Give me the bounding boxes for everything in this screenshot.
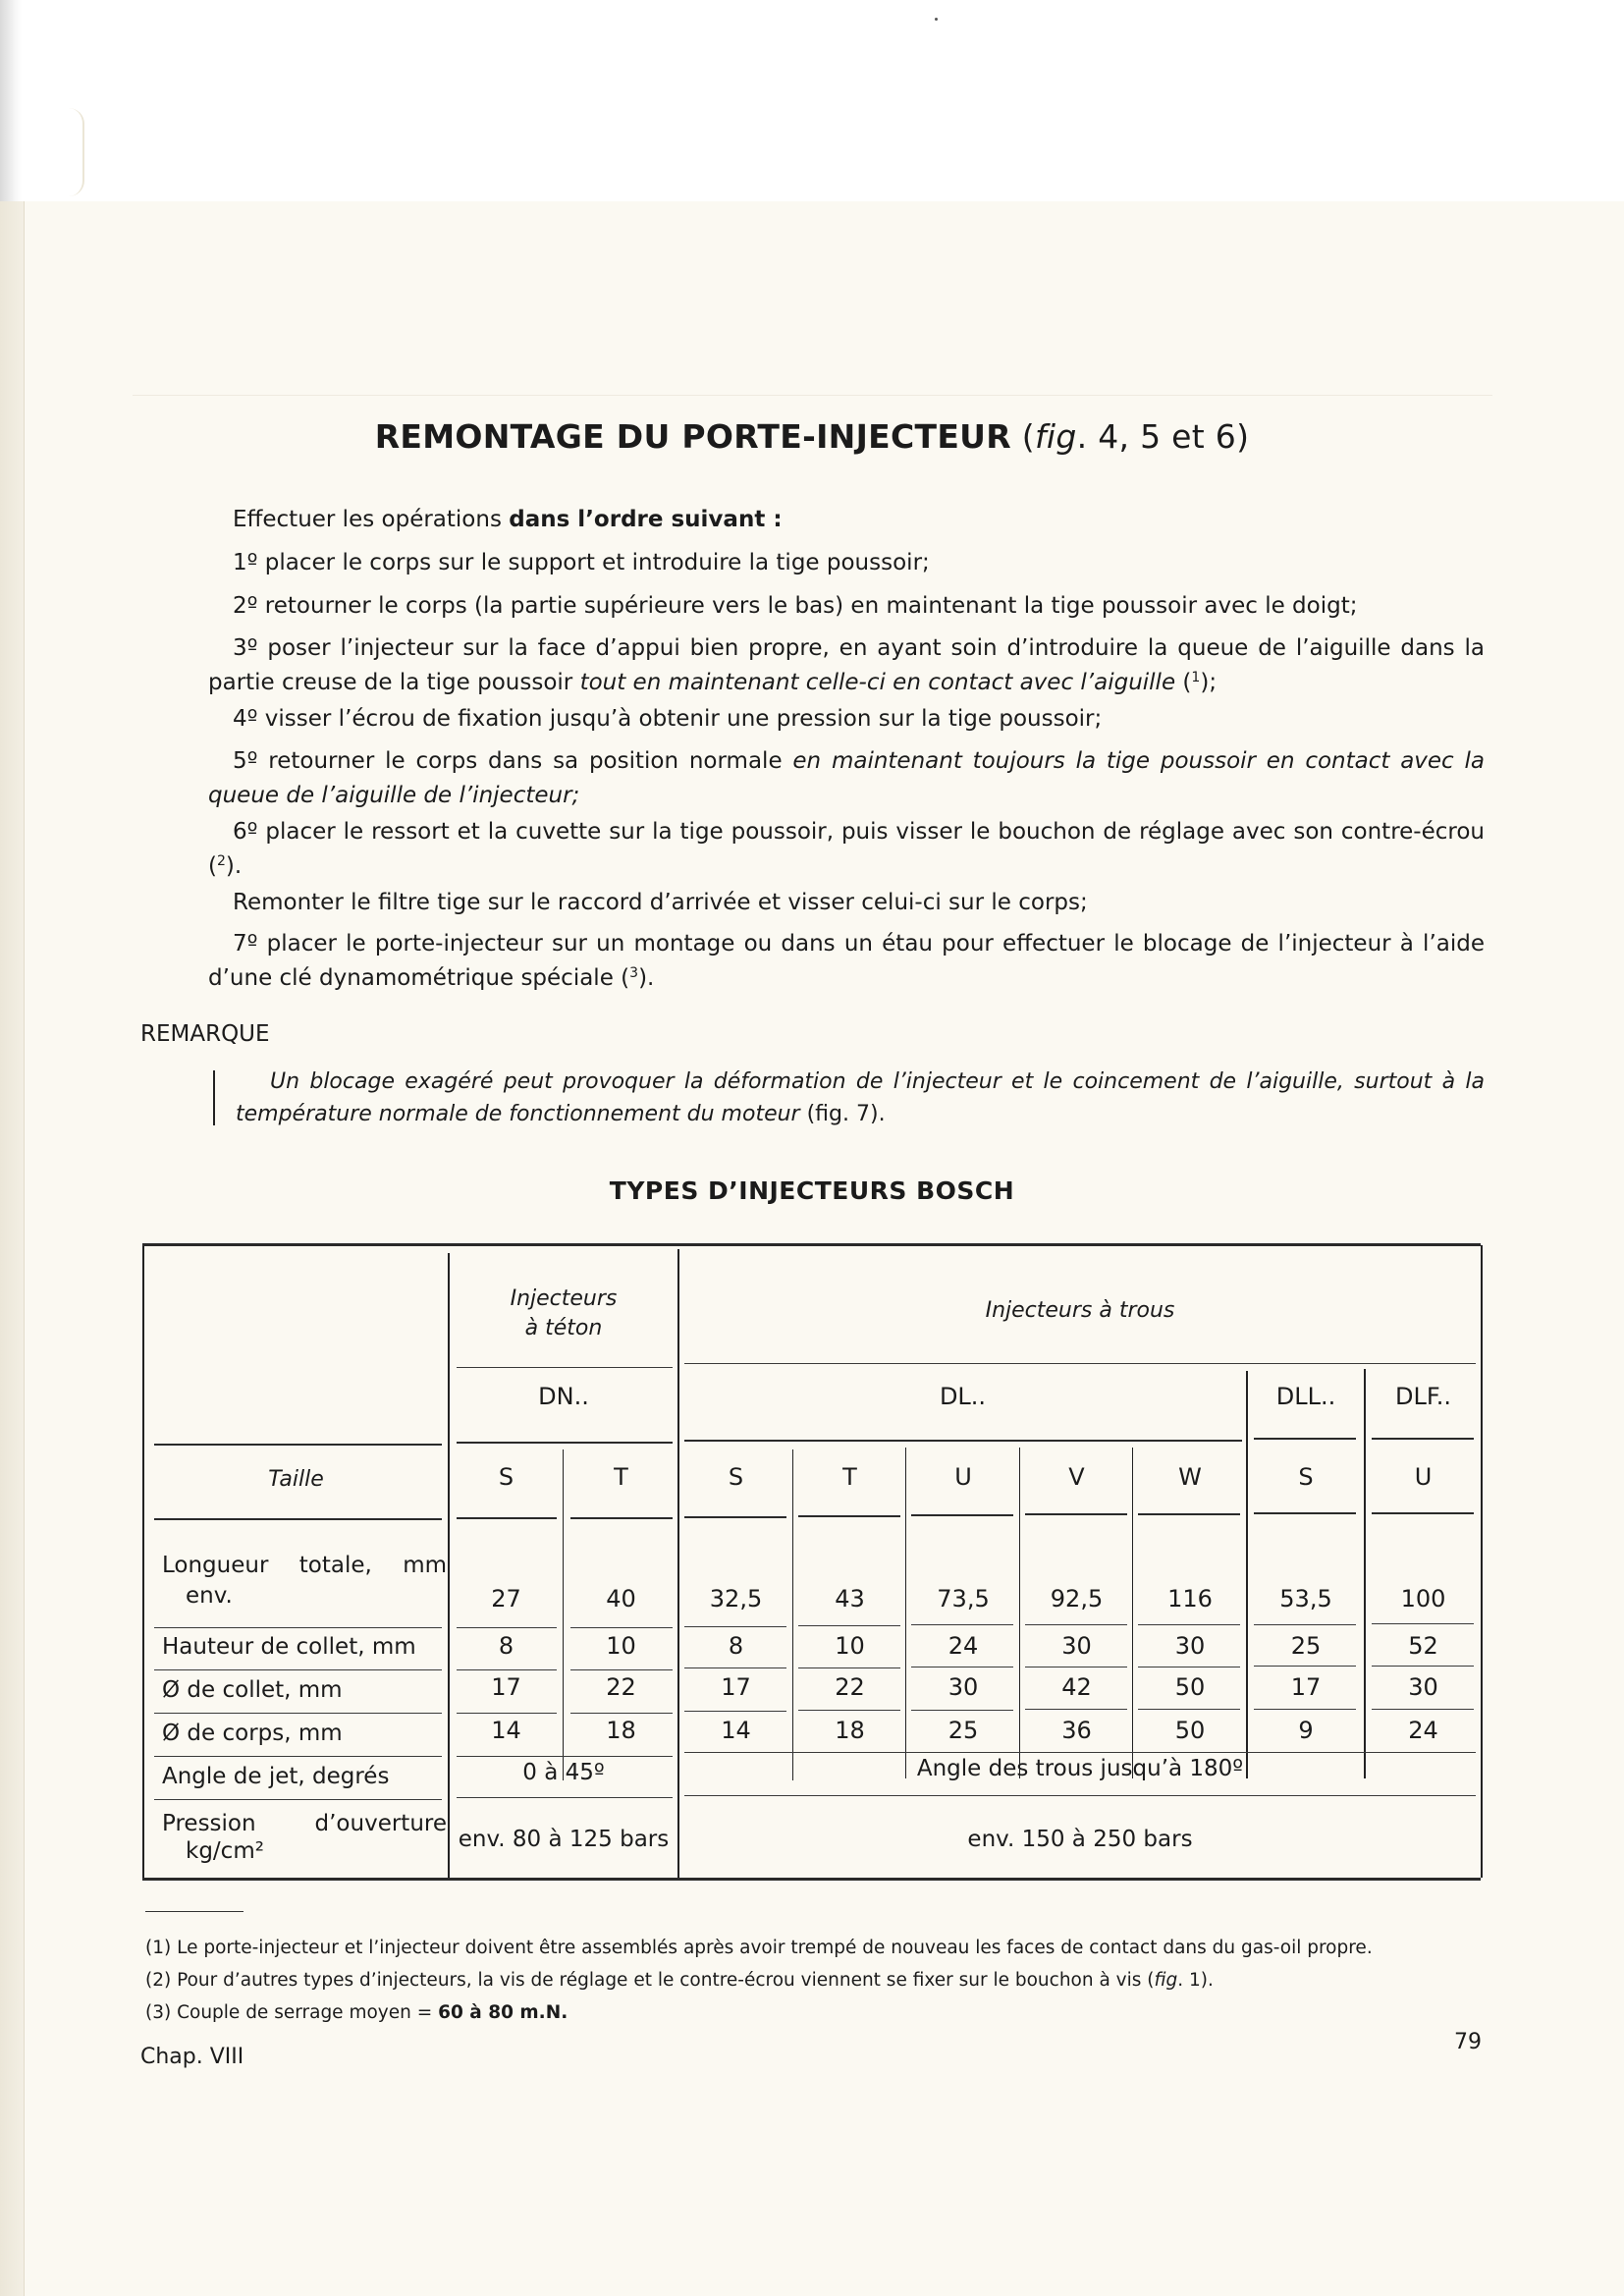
cell: 17 — [1290, 1673, 1322, 1701]
divider-dl-u-v — [1019, 1448, 1020, 1778]
row-label-longueur-env: env. — [186, 1583, 233, 1609]
step-5: 5º retourner le corps dans sa position normale en maintenant toujours la tige poussoir en contact avec la queue de l’aiguille de l’injecteur; — [208, 748, 1485, 808]
speck — [935, 18, 938, 21]
rule — [1372, 1512, 1474, 1514]
rule — [1372, 1623, 1474, 1624]
rule — [684, 1752, 1476, 1753]
rule — [457, 1627, 557, 1628]
family-dlf: DLF.. — [1394, 1383, 1452, 1410]
rule — [1138, 1513, 1240, 1515]
divider-dn-s-t — [563, 1449, 564, 1780]
rule — [457, 1669, 557, 1670]
cell: 53,5 — [1279, 1585, 1332, 1613]
row-label-hauteur: Hauteur de collet, mm — [162, 1634, 416, 1660]
cell: 8 — [728, 1632, 744, 1660]
rule — [684, 1440, 1242, 1442]
cell: 43 — [835, 1585, 865, 1613]
cell: 8 — [498, 1632, 514, 1660]
rule — [1254, 1624, 1356, 1625]
size-label: Taille — [268, 1467, 324, 1492]
remark-text: Un blocage exagéré peut provoquer la déformation de l’injecteur et le coincement de l’aiguille, surtout à la température normale de fonctionnement du moteur (fig. 7). — [236, 1069, 1485, 1126]
footnote-2: (2) Pour d’autres types d’injecteurs, la vis de réglage et le contre-écrou viennent se fixer sur le bouchon à vis (fig. 1). — [145, 1970, 1214, 1991]
rule — [457, 1797, 673, 1798]
cell: 17 — [721, 1673, 751, 1701]
rule — [798, 1710, 900, 1711]
section-title-figref: (fig. 4, 5 et 6) — [1021, 417, 1250, 456]
cell: 14 — [491, 1717, 521, 1744]
table-top-border — [142, 1243, 1481, 1246]
rule — [154, 1518, 442, 1520]
cell: 92,5 — [1050, 1585, 1104, 1613]
step-filter: Remonter le filtre tige sur le raccord d’arrivée et visser celui-ci sur le corps; — [233, 890, 1088, 915]
cell: 25 — [947, 1717, 979, 1744]
cell: 100 — [1400, 1585, 1446, 1613]
rule — [798, 1625, 900, 1626]
cell: 9 — [1298, 1717, 1314, 1744]
rule — [684, 1711, 786, 1712]
page-number: 79 — [1454, 2030, 1482, 2054]
cell: 42 — [1061, 1673, 1092, 1701]
cell: 32,5 — [709, 1585, 763, 1613]
rule — [1372, 1438, 1474, 1440]
rule — [457, 1713, 557, 1714]
rule — [798, 1515, 900, 1517]
rule — [570, 1517, 673, 1519]
cell: 22 — [606, 1673, 636, 1701]
row-label-pression-unit: kg/cm² — [186, 1838, 264, 1864]
table-bottom-border — [142, 1878, 1481, 1881]
scan-shadow — [0, 0, 22, 201]
cell: 10 — [606, 1632, 636, 1660]
cell: 30 — [947, 1673, 979, 1701]
header-injecteurs-teton: Injecteurs à téton — [510, 1286, 618, 1340]
scan-margin-top — [0, 0, 1624, 201]
family-dn: DN.. — [538, 1383, 589, 1410]
size-dl-u: U — [954, 1463, 972, 1491]
rule — [684, 1795, 1476, 1796]
cell: 52 — [1408, 1632, 1438, 1660]
cell: 24 — [1408, 1717, 1438, 1744]
cell: 40 — [606, 1585, 636, 1613]
row-label-diam-collet: Ø de collet, mm — [162, 1677, 343, 1703]
cell: 30 — [1408, 1673, 1438, 1701]
cell: 30 — [1061, 1632, 1092, 1660]
rule — [911, 1710, 1013, 1711]
pression-teton-value: env. 80 à 125 bars — [458, 1827, 670, 1852]
cell: 18 — [835, 1717, 865, 1744]
cell: 14 — [721, 1717, 751, 1744]
rule — [154, 1799, 442, 1800]
size-dn-t: T — [614, 1463, 628, 1491]
rule — [684, 1626, 786, 1627]
size-dll-s: S — [1298, 1463, 1314, 1491]
cell: 116 — [1167, 1585, 1213, 1613]
size-dl-v: V — [1068, 1463, 1085, 1491]
rule — [154, 1444, 442, 1446]
rule — [684, 1667, 786, 1668]
angle-teton-value: 0 à 45º — [522, 1760, 605, 1785]
size-dlf-u: U — [1414, 1463, 1433, 1491]
cell: 73,5 — [937, 1585, 990, 1613]
rule — [684, 1363, 1476, 1364]
rule — [911, 1624, 1013, 1625]
rule — [1254, 1438, 1356, 1440]
rule — [1025, 1624, 1127, 1625]
cell: 36 — [1061, 1717, 1092, 1744]
rule — [911, 1514, 1013, 1516]
step-4: 4º visser l’écrou de fixation jusqu’à obtenir une pression sur la tige poussoir; — [233, 706, 1103, 732]
table-title: TYPES D’INJECTEURS BOSCH — [609, 1176, 1015, 1205]
rule — [1372, 1666, 1474, 1667]
rule — [570, 1669, 673, 1670]
cell: 30 — [1174, 1632, 1206, 1660]
rule — [798, 1667, 900, 1668]
cell: 25 — [1290, 1632, 1322, 1660]
injector-types-table — [142, 1245, 1483, 1878]
cell: 50 — [1174, 1673, 1206, 1701]
rule — [1372, 1709, 1474, 1710]
rule — [570, 1627, 673, 1628]
rule — [1025, 1513, 1127, 1515]
section-title-main: REMONTAGE DU PORTE-INJECTEUR — [374, 417, 1011, 456]
chapter-label: Chap. VIII — [140, 2045, 244, 2069]
cell: 17 — [491, 1673, 521, 1701]
row-label-diam-corps: Ø de corps, mm — [162, 1721, 343, 1746]
rule — [1254, 1709, 1356, 1710]
size-dl-s: S — [728, 1463, 744, 1491]
rule — [684, 1516, 786, 1518]
row-label-angle: Angle de jet, degrés — [162, 1764, 390, 1789]
size-dl-t: T — [842, 1463, 857, 1491]
rule — [1138, 1709, 1240, 1710]
pression-trous-value: env. 150 à 250 bars — [967, 1827, 1193, 1852]
page-edge — [0, 201, 25, 2296]
cell: 10 — [835, 1632, 865, 1660]
row-label-longueur: Longueur totale, mm — [162, 1553, 447, 1578]
cell: 27 — [491, 1585, 521, 1613]
divider-dl-s-t — [792, 1449, 793, 1780]
cell: 50 — [1174, 1717, 1206, 1744]
step-2: 2º retourner le corps (la partie supérieure vers le bas) en maintenant la tige poussoir avec le doigt; — [233, 593, 1358, 619]
page-curl — [69, 108, 84, 196]
footnote-1: (1) Le porte-injecteur et l’injecteur doivent être assemblés après avoir trempé de nouveau les faces de contact dans du gas-oil propre. — [145, 1938, 1373, 1958]
rule — [1025, 1709, 1127, 1710]
family-dll: DLL.. — [1275, 1383, 1336, 1410]
size-dn-s: S — [498, 1463, 514, 1491]
remark-label: REMARQUE — [140, 1021, 270, 1047]
cell: 22 — [835, 1673, 865, 1701]
rule — [1254, 1512, 1356, 1514]
divider-dl-v-w — [1132, 1448, 1133, 1778]
step-6: 6º placer le ressort et la cuvette sur la tige poussoir, puis visser le bouchon de réglage avec son contre-écrou ($^2$). — [208, 819, 1485, 879]
section-title — [0, 417, 1624, 456]
step-3: 3º poser l’injecteur sur la face d’appui bien propre, en ayant soin d’introduire la queue de l’aiguille dans la partie creuse de la tige poussoir tout en maintenant celle-ci en contact avec l’aiguille ($^1$); — [208, 635, 1485, 695]
rule — [570, 1713, 673, 1714]
intro-paragraph: Effectuer les opérations dans l’ordre suivant : — [233, 507, 783, 532]
cell: 24 — [947, 1632, 979, 1660]
step-1: 1º placer le corps sur le support et introduire la tige poussoir; — [233, 550, 930, 575]
row-label-pression: Pression d’ouverture — [162, 1811, 447, 1836]
cell: 18 — [606, 1717, 636, 1744]
rule — [457, 1756, 673, 1757]
footnote-rule — [145, 1911, 244, 1912]
rule — [457, 1517, 557, 1519]
remark-margin-bar — [213, 1070, 215, 1125]
rule — [457, 1442, 673, 1444]
rule — [1138, 1624, 1240, 1625]
divider-teton-trous — [677, 1249, 679, 1878]
size-dl-w: W — [1178, 1463, 1202, 1491]
family-dl: DL.. — [939, 1383, 987, 1410]
footnote-3: (3) Couple de serrage moyen = 60 à 80 m.N. — [145, 2002, 568, 2023]
rule — [457, 1367, 673, 1368]
divider-dl-t-u — [905, 1448, 906, 1778]
rule — [1254, 1666, 1356, 1667]
header-injecteurs-trous: Injecteurs à trous — [985, 1298, 1175, 1323]
angle-trous-value: Angle des trous jusqu’à 180º — [916, 1756, 1244, 1781]
step-7: 7º placer le porte-injecteur sur un montage ou dans un étau pour effectuer le blocage de l’injecteur à l’aide d’une clé dynamométrique spéciale ($^3$). — [208, 931, 1485, 991]
